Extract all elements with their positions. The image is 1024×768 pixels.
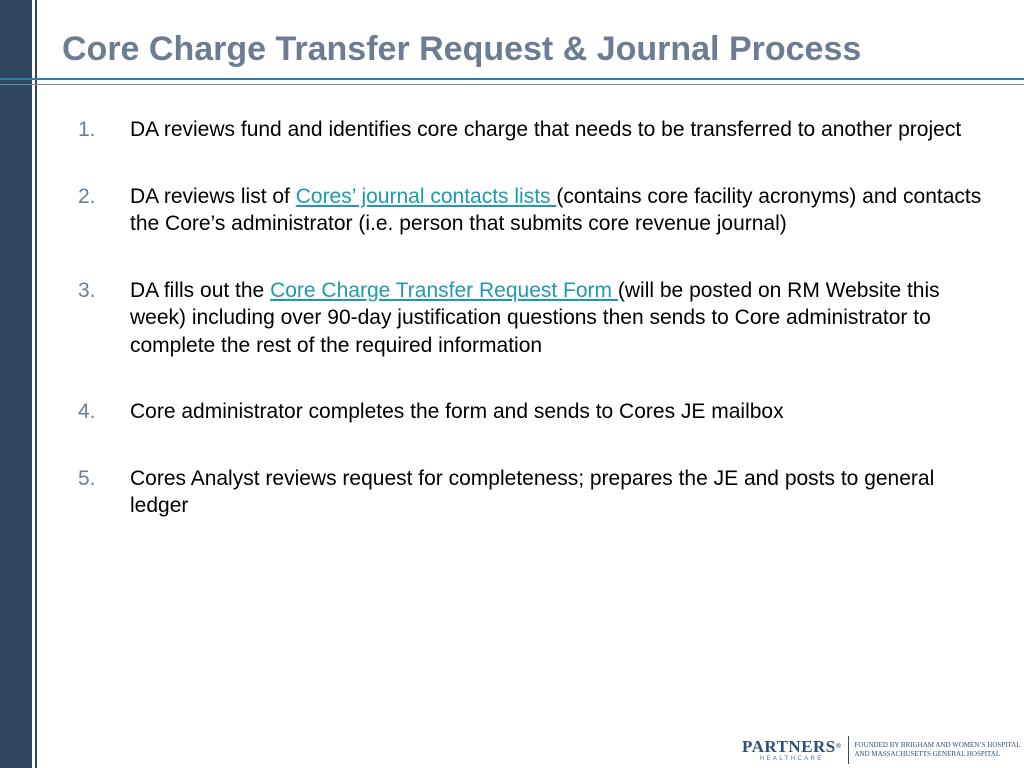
slide-title: Core Charge Transfer Request & Journal Process xyxy=(62,30,862,68)
process-step-3 xyxy=(78,277,990,360)
process-step-5 xyxy=(78,465,990,520)
logo-wordmark xyxy=(742,738,842,763)
process-step-4 xyxy=(78,398,990,426)
process-step-2 xyxy=(78,183,990,238)
partners-healthcare-logo xyxy=(742,735,1021,765)
logo-subtitle: HEALTHCARE xyxy=(759,755,824,762)
founded-line-2: AND MASSACHUSETTS GENERAL HOSPITAL xyxy=(854,750,1001,758)
step-number: 3. xyxy=(78,278,96,302)
logo-founded-text xyxy=(855,741,1021,759)
step-text: DA reviews fund and identifies core charge that needs to be transferred to another project xyxy=(130,118,962,141)
logo-divider xyxy=(848,736,849,764)
step-number: 2. xyxy=(78,184,96,208)
left-accent-bar xyxy=(0,0,32,768)
step-text: Cores Analyst reviews request for completeness; prepares the JE and posts to general ledger xyxy=(130,466,935,517)
step-text: Core administrator completes the form and sends to Cores JE mailbox xyxy=(130,400,784,423)
step-number: 5. xyxy=(78,466,96,490)
title-rule-gray xyxy=(0,84,1024,85)
step-text xyxy=(130,183,990,238)
step-text-after-link: (contains core facility acronyms) and contacts the Core’s administrator (i.e. person that submits core revenue journal) xyxy=(130,184,982,235)
left-accent-line xyxy=(35,0,37,768)
founded-line-1: FOUNDED BY BRIGHAM AND WOMEN’S HOSPITAL xyxy=(854,741,1021,749)
transfer-request-form-link[interactable]: Core Charge Transfer Request Form xyxy=(270,278,618,302)
step-text-after-link: (will be posted on RM Website this week) including over 90-day justification questions then sends to Core administrator to complete the rest of the required information xyxy=(130,278,940,357)
process-step-1 xyxy=(78,116,990,144)
title-rule-blue xyxy=(0,78,1024,80)
cores-journal-contacts-link[interactable]: Cores’ journal contacts lists xyxy=(295,184,557,208)
logo-name: PARTNERS xyxy=(742,736,836,756)
step-text-before-link: DA reviews list of xyxy=(130,184,296,208)
process-steps-list xyxy=(78,116,990,559)
step-text xyxy=(130,277,990,360)
step-text-before-link: DA fills out the xyxy=(130,278,271,302)
step-number: 1. xyxy=(78,118,96,141)
registered-mark: ® xyxy=(835,741,842,750)
step-number: 4. xyxy=(78,400,96,423)
